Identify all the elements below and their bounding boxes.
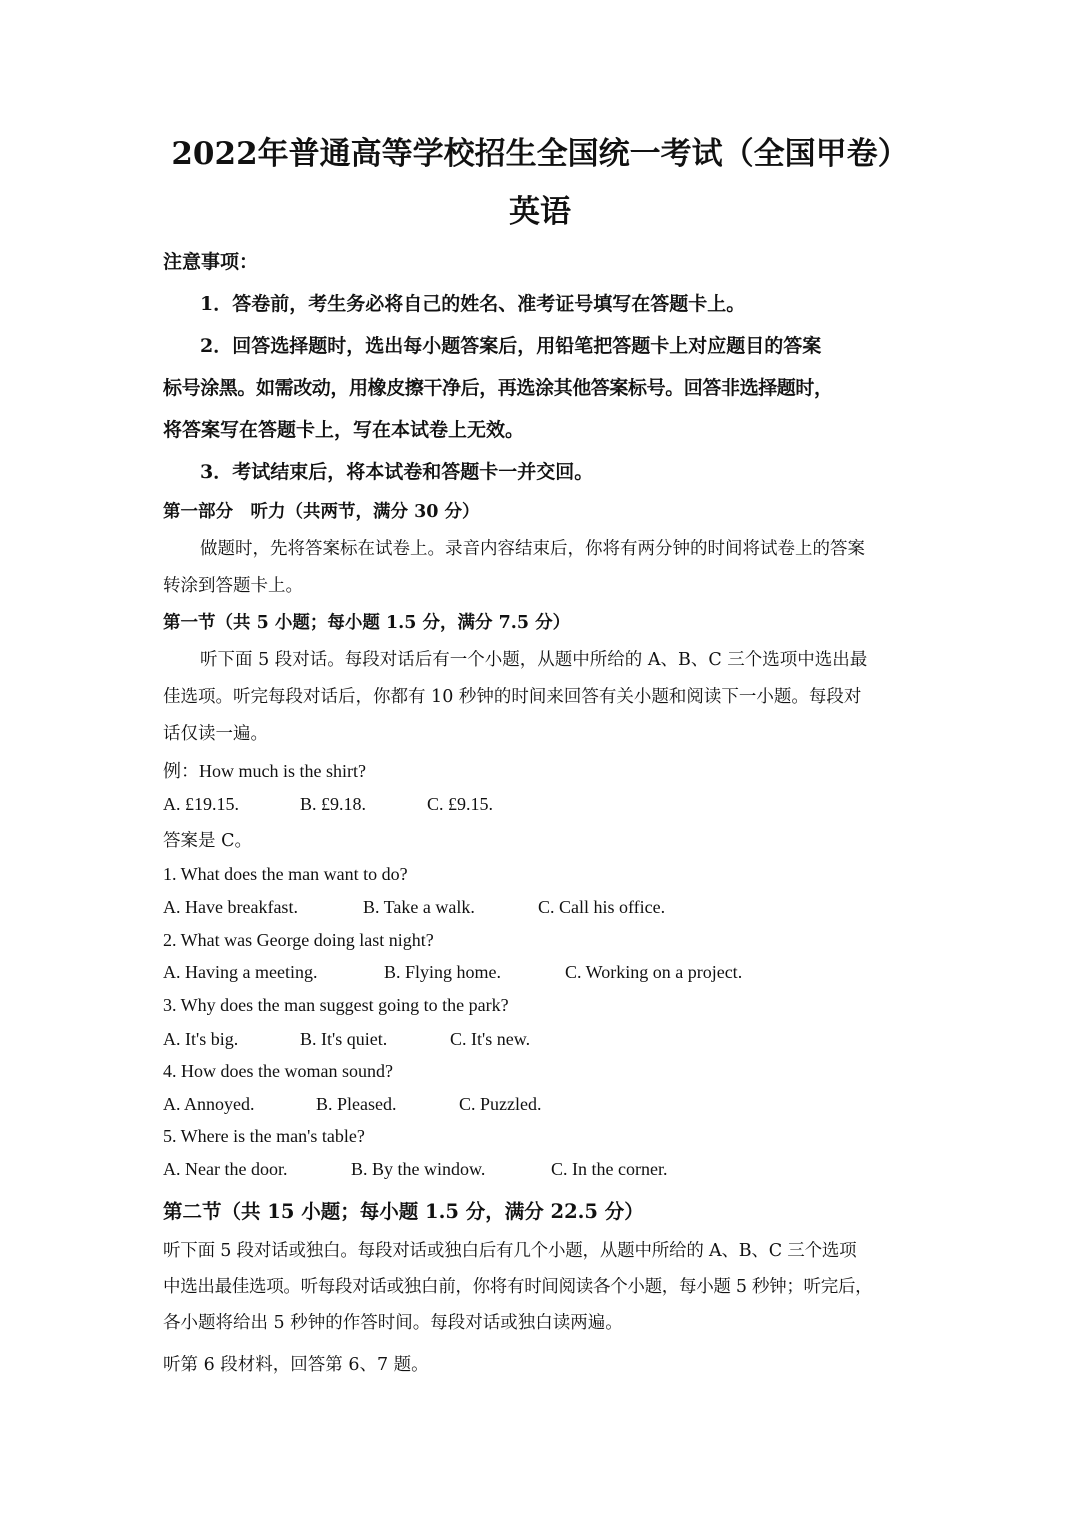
question-2-option-a: A. Having a meeting. xyxy=(163,962,318,982)
section1-instruction-line-3: 话仅读一遍。 xyxy=(163,724,268,744)
question-3-option-b: B. It's quiet. xyxy=(300,1029,388,1049)
question-1-option-a: A. Have breakfast. xyxy=(163,897,298,917)
question-2: 2. What was George doing last night? xyxy=(163,930,434,950)
notice-item-2-line-1: 2．回答选择题时，选出每小题答案后，用铅笔把答题卡上对应题目的答案 xyxy=(200,335,822,357)
notice-item-2-line-3: 将答案写在答题卡上，写在本试卷上无效。 xyxy=(163,419,525,441)
question-1: 1. What does the man want to do? xyxy=(163,864,408,884)
notice-item-2-line-2: 标号涂黑。如需改动，用橡皮擦干净后，再选涂其他答案标号。回答非选择题时， xyxy=(163,377,833,399)
question-3: 3. Why does the man suggest going to the park? xyxy=(163,995,509,1015)
question-4-option-c: C. Puzzled. xyxy=(459,1094,542,1114)
question-3-option-c: C. It's new. xyxy=(450,1029,531,1049)
notice-item-1: 1．答卷前，考生务必将自己的姓名、准考证号填写在答题卡上。 xyxy=(200,293,746,315)
example-option-b: B. £9.18. xyxy=(300,794,367,814)
question-5: 5. Where is the man's table? xyxy=(163,1126,365,1146)
question-4-option-a: A. Annoyed. xyxy=(163,1094,255,1114)
exam-title: 2022年普通高等学校招生全国统一考试（全国甲卷） xyxy=(171,136,909,172)
question-2-option-c: C. Working on a project. xyxy=(565,962,743,982)
section2-instruction-line-3: 各小题将给出 5 秒钟的作答时间。每段对话或独白读两遍。 xyxy=(163,1313,623,1333)
section1-instruction-line-1: 听下面 5 段对话。每段对话后有一个小题，从题中所给的 A、B、C 三个选项中选出最 xyxy=(200,650,868,670)
question-4-option-b: B. Pleased. xyxy=(316,1094,397,1114)
section2-heading: 第二节（共 15 小题；每小题 1.5 分，满分 22.5 分） xyxy=(163,1200,644,1223)
section1-heading: 第一节（共 5 小题；每小题 1.5 分，满分 7.5 分） xyxy=(163,613,571,633)
example-question: 例：How much is the shirt? xyxy=(163,761,366,781)
question-2-option-b: B. Flying home. xyxy=(384,962,502,982)
material-6-instruction: 听第 6 段材料，回答第 6、7 题。 xyxy=(163,1355,429,1375)
section2-instruction-line-1: 听下面 5 段对话或独白。每段对话或独白后有几个小题，从题中所给的 A、B、C 三个选项 xyxy=(163,1241,857,1261)
example-option-c: C. £9.15. xyxy=(427,794,494,814)
section2-instruction-line-2: 中选出最佳选项。听每段对话或独白前，你将有时间阅读各个小题，每小题 5 秒钟；听完后， xyxy=(163,1277,873,1297)
exam-subject: 英语 xyxy=(509,194,571,230)
notice-heading: 注意事项： xyxy=(163,251,259,273)
question-3-option-a: A. It's big. xyxy=(163,1029,239,1049)
question-5-option-c: C. In the corner. xyxy=(551,1159,668,1179)
question-5-option-a: A. Near the door. xyxy=(163,1159,288,1179)
question-1-option-b: B. Take a walk. xyxy=(363,897,475,917)
section1-instruction-line-2: 佳选项。听完每段对话后，你都有 10 秒钟的时间来回答有关小题和阅读下一小题。每段对 xyxy=(163,687,862,707)
question-5-option-b: B. By the window. xyxy=(351,1159,486,1179)
example-option-a: A. £19.15. xyxy=(163,794,239,814)
question-1-option-c: C. Call his office. xyxy=(538,897,666,917)
part1-instruction-line-2: 转涂到答题卡上。 xyxy=(163,576,303,596)
part1-heading: 第一部分 听力（共两节，满分 30 分） xyxy=(163,502,480,522)
example-answer: 答案是 C。 xyxy=(163,831,252,851)
question-4: 4. How does the woman sound? xyxy=(163,1061,393,1081)
notice-item-3: 3．考试结束后，将本试卷和答题卡一并交回。 xyxy=(200,461,594,483)
part1-instruction-line-1: 做题时，先将答案标在试卷上。录音内容结束后，你将有两分钟的时间将试卷上的答案 xyxy=(200,539,865,559)
